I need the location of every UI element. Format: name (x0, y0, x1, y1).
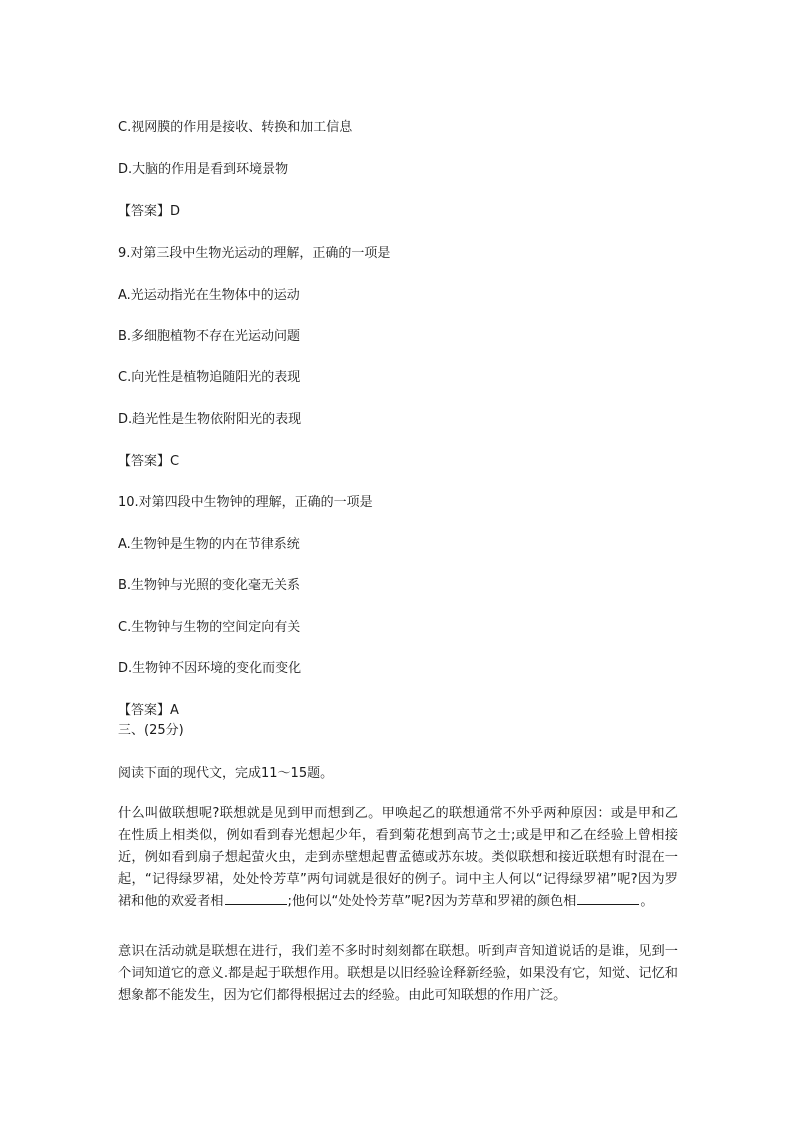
q9-option-d: D.趋光性是生物依附阳光的表现 (118, 412, 302, 427)
q9-option-c: C.向光性是植物追随阳光的表现 (118, 370, 301, 385)
q10-stem: 10.对第四段中生物钟的理解，正确的一项是 (118, 495, 373, 510)
q8-option-d: D.大脑的作用是看到环境景物 (118, 162, 289, 177)
paragraph-1-text-c: 。 (640, 894, 654, 909)
section-instruction: 阅读下面的现代文，完成11～15题。 (118, 766, 334, 781)
q10-option-a: A.生物钟是生物的内在节律系统 (118, 537, 300, 552)
q10-option-b: B.生物钟与光照的变化毫无关系 (118, 578, 301, 593)
q8-option-c: C.视网膜的作用是接收、转换和加工信息 (118, 120, 353, 135)
paragraph-1-text-a: 什么叫做联想呢?联想就是见到甲而想到乙。甲唤起乙的联想通常不外乎两种原因：或是甲和乙在性质上相类似，例如看到春光想起少年，看到菊花想到高节之士;或是甲和乙在经验上曾相接近，例如看到扇子想起萤火虫，走到赤壁想起曹孟德或苏东坡。类似联想和接近联想有时混在一起，“记得绿罗裙，处处怜芳草”两句词就是很好的例子。词中主人何以“记得绿罗裙”呢?因为罗裙和他的欢爱者相 (118, 806, 678, 909)
q9-stem: 9.对第三段中生物光运动的理解，正确的一项是 (118, 246, 391, 261)
passage-paragraph-1 (118, 803, 678, 913)
paragraph-1-text-b: ;他何以“处处怜芳草”呢?因为芳草和罗裙的颜色相 (287, 894, 577, 909)
q8-answer: 【答案】D (118, 204, 181, 219)
q10-option-d: D.生物钟不因环境的变化而变化 (118, 661, 302, 676)
q9-option-a: A.光运动指光在生物体中的运动 (118, 288, 300, 303)
q10-answer: 【答案】A (118, 703, 179, 718)
passage-paragraph-2: 意识在活动就是联想在进行，我们差不多时时刻刻都在联想。听到声音知道说话的是谁，见到一个词知道它的意义.都是起于联想作用。联想是以旧经验诠释新经验，如果没有它，知觉、记忆和想象都不能发生，因为它们都得根据过去的经验。由此可知联想的作用广泛。 (118, 944, 678, 1003)
section-heading: 三、(25分) (118, 723, 184, 738)
q9-option-b: B.多细胞植物不存在光运动问题 (118, 329, 301, 344)
fill-blank-2[interactable] (577, 891, 639, 905)
q10-option-c: C.生物钟与生物的空间定向有关 (118, 620, 301, 635)
fill-blank-1[interactable] (225, 891, 287, 905)
q9-answer: 【答案】C (118, 454, 180, 469)
